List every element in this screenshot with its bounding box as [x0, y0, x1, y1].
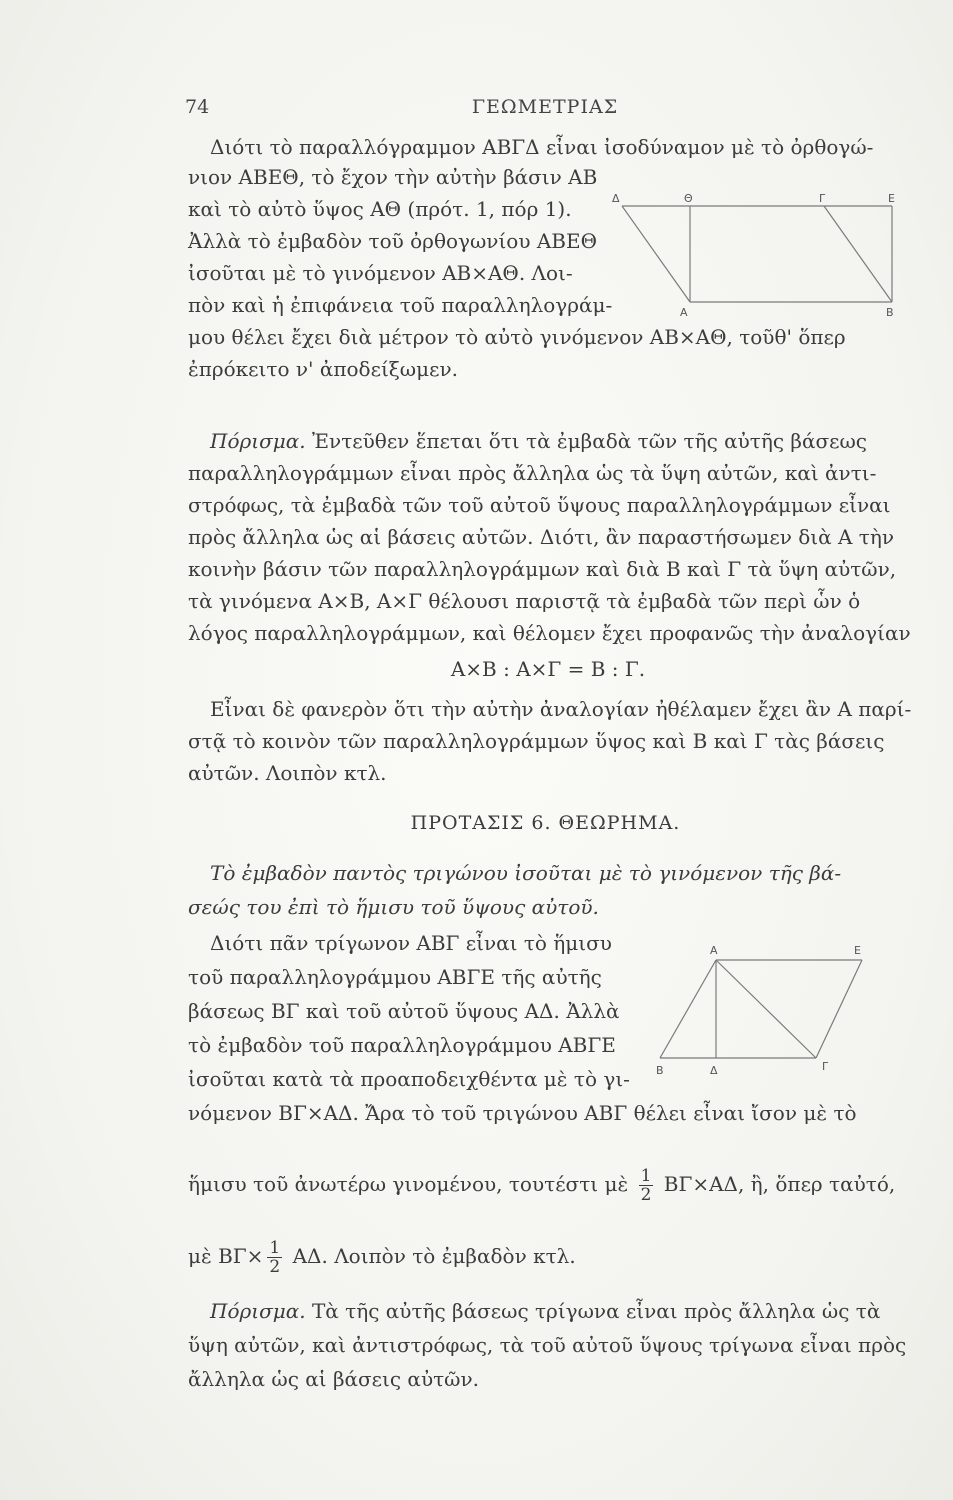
- porisma-text: Τὰ τῆς αὐτῆς βάσεως τρίγωνα εἶναι πρὸς ἄλληλα ὡς τὰ: [311, 1299, 881, 1323]
- text-line: Διότι πᾶν τρίγωνον ΑΒΓ εἶναι τὸ ἥμισυ: [210, 931, 612, 955]
- text-line: στᾷ τὸ κοινὸν τῶν παραλληλογράμμων ὕψος καὶ Β καὶ Γ τὰς βάσεις: [188, 729, 885, 753]
- text-line: ἄλληλα ὡς αἱ βάσεις αὐτῶν.: [188, 1367, 479, 1391]
- fraction-one-half: [267, 1239, 282, 1276]
- figure-label: Α: [680, 306, 688, 319]
- text-line: στρόφως, τὰ ἐμβαδὰ τῶν τοῦ αὐτοῦ ὕψους παραλληλογράμμων εἶναι: [188, 493, 891, 517]
- text-line: Εἶναι δὲ φανερὸν ὅτι τὴν αὐτὴν ἀναλογίαν ἠθέλαμεν ἔχει ἂν Α παρί-: [210, 697, 912, 721]
- text-line: βάσεως ΒΓ καὶ τοῦ αὐτοῦ ὕψους ΑΔ. Ἀλλὰ: [188, 999, 620, 1023]
- running-head: ΓΕΩΜΕΤΡΙΑΣ: [471, 96, 619, 118]
- figure-line: [716, 960, 816, 1058]
- porisma-label: Πόρισμα.: [210, 1299, 306, 1323]
- proposition-statement: Τὸ ἐμβαδὸν παντὸς τριγώνου ἰσοῦται μὲ τὸ γινόμενον τῆς βά-: [210, 861, 842, 885]
- figure-line: [816, 960, 862, 1058]
- figure-label: Δ: [710, 1064, 718, 1077]
- text-span: ΑΔ. Λοιπὸν τὸ ἐμβαδὸν κτλ.: [292, 1244, 576, 1268]
- fraction-denominator: 2: [640, 1185, 652, 1205]
- page-number: 74: [185, 96, 210, 118]
- figure-line: [660, 960, 716, 1058]
- text-span: ἥμισυ τοῦ ἀνωτέρω γινομένου, τουτέστι μὲ: [188, 1172, 629, 1196]
- fraction-line: [188, 1164, 895, 1204]
- fraction-line: [188, 1236, 576, 1276]
- text-line: νόμενον ΒΓ×ΑΔ. Ἄρα τὸ τοῦ τριγώνου ΑΒΓ θέλει εἶναι ἴσον μὲ τὸ: [188, 1101, 857, 1125]
- figure-line: [824, 206, 892, 302]
- text-span: μὲ ΒΓ×: [188, 1244, 264, 1268]
- figure-label: Δ: [612, 192, 620, 205]
- porisma-text: Ἐντεῦθεν ἕπεται ὅτι τὰ ἐμβαδὰ τῶν τῆς αὐτῆς βάσεως: [311, 429, 867, 453]
- text-span: ΒΓ×ΑΔ, ἢ, ὅπερ ταὐτό,: [663, 1172, 896, 1196]
- text-line: πρὸς ἄλληλα ὡς αἱ βάσεις αὐτῶν. Διότι, ἂν παραστήσωμεν διὰ Α τὴν: [188, 525, 895, 549]
- text-line: παραλληλογράμμων εἶναι πρὸς ἄλληλα ὡς τὰ ὕψη αὐτῶν, καὶ ἀντι-: [188, 461, 877, 485]
- text-line: Ἀλλὰ τὸ ἐμβαδὸν τοῦ ὀρθογωνίου ΑΒΕΘ: [188, 229, 597, 253]
- fraction-denominator: 2: [269, 1257, 281, 1277]
- figure-label: Θ: [684, 192, 693, 205]
- page-header: [185, 96, 905, 126]
- figure-label: Ε: [854, 944, 861, 957]
- porisma-label: Πόρισμα.: [210, 429, 306, 453]
- proposition-heading: ΠΡΟΤΑΣΙΣ 6. ΘΕΩΡΗΜΑ.: [410, 812, 681, 834]
- text-line: ἰσοῦται μὲ τὸ γινόμενον ΑΒ×ΑΘ. Λοι-: [188, 261, 573, 285]
- text-line: καὶ τὸ αὐτὸ ὕψος ΑΘ (πρότ. 1, πόρ 1).: [188, 197, 572, 221]
- proposition-statement: σεώς του ἐπὶ τὸ ἥμισυ τοῦ ὕψους αὐτοῦ.: [188, 895, 599, 919]
- fraction-one-half: [639, 1167, 654, 1204]
- figure-label: Γ: [819, 192, 826, 205]
- porisma-line: [210, 428, 867, 454]
- text-line: τοῦ παραλληλογράμμου ΑΒΓΕ τῆς αὐτῆς: [188, 965, 602, 989]
- parallelogram-figure: [600, 192, 910, 322]
- text-line: πὸν καὶ ἡ ἐπιφάνεια τοῦ παραλληλογράμ-: [188, 293, 613, 317]
- text-line: νιον ΑΒΕΘ, τὸ ἔχον τὴν αὐτὴν βάσιν ΑΒ: [188, 165, 598, 189]
- text-line: ὕψη αὐτῶν, καὶ ἀντιστρόφως, τὰ τοῦ αὐτοῦ ὕψους τρίγωνα εἶναι πρὸς: [188, 1333, 907, 1357]
- figure-line: [622, 206, 690, 302]
- text-line: τὰ γινόμενα Α×Β, Α×Γ θέλουσι παριστᾷ τὰ ἐμβαδὰ τῶν περὶ ὧν ὁ: [188, 589, 861, 613]
- formula: Α×Β : Α×Γ = Β : Γ.: [450, 657, 646, 681]
- text-line: Διότι τὸ παραλλόγραμμον ΑΒΓΔ εἶναι ἰσοδύναμον μὲ τὸ ὀρθογώ-: [210, 135, 874, 159]
- text-line: ἰσοῦται κατὰ τὰ προαποδειχθέντα μὲ τὸ γι-: [188, 1067, 630, 1091]
- text-line: μου θέλει ἔχει διὰ μέτρον τὸ αὐτὸ γινόμενον ΑΒ×ΑΘ, τοῦθ' ὅπερ: [188, 325, 846, 349]
- triangle-figure: [652, 940, 892, 1080]
- figure-label: Α: [710, 944, 718, 957]
- figure-label: Ε: [888, 192, 895, 205]
- figure-label: Β: [886, 306, 894, 319]
- figure-label: Β: [656, 1064, 664, 1077]
- text-line: αὐτῶν. Λοιπὸν κτλ.: [188, 761, 387, 785]
- text-line: τὸ ἐμβαδὸν τοῦ παραλληλογράμμου ΑΒΓΕ: [188, 1033, 616, 1057]
- text-line: λόγος παραλληλογράμμων, καὶ θέλομεν ἔχει προφανῶς τὴν ἀναλογίαν: [188, 621, 911, 645]
- text-line: κοινὴν βάσιν τῶν παραλληλογράμμων καὶ διὰ Β καὶ Γ τὰ ὕψη αὐτῶν,: [188, 557, 897, 581]
- porisma-line: [210, 1298, 880, 1324]
- text-line: ἐπρόκειτο ν' ἀποδείξωμεν.: [188, 357, 458, 381]
- fraction-numerator: 1: [640, 1166, 652, 1186]
- figure-label: Γ: [822, 1060, 829, 1073]
- fraction-numerator: 1: [269, 1238, 281, 1258]
